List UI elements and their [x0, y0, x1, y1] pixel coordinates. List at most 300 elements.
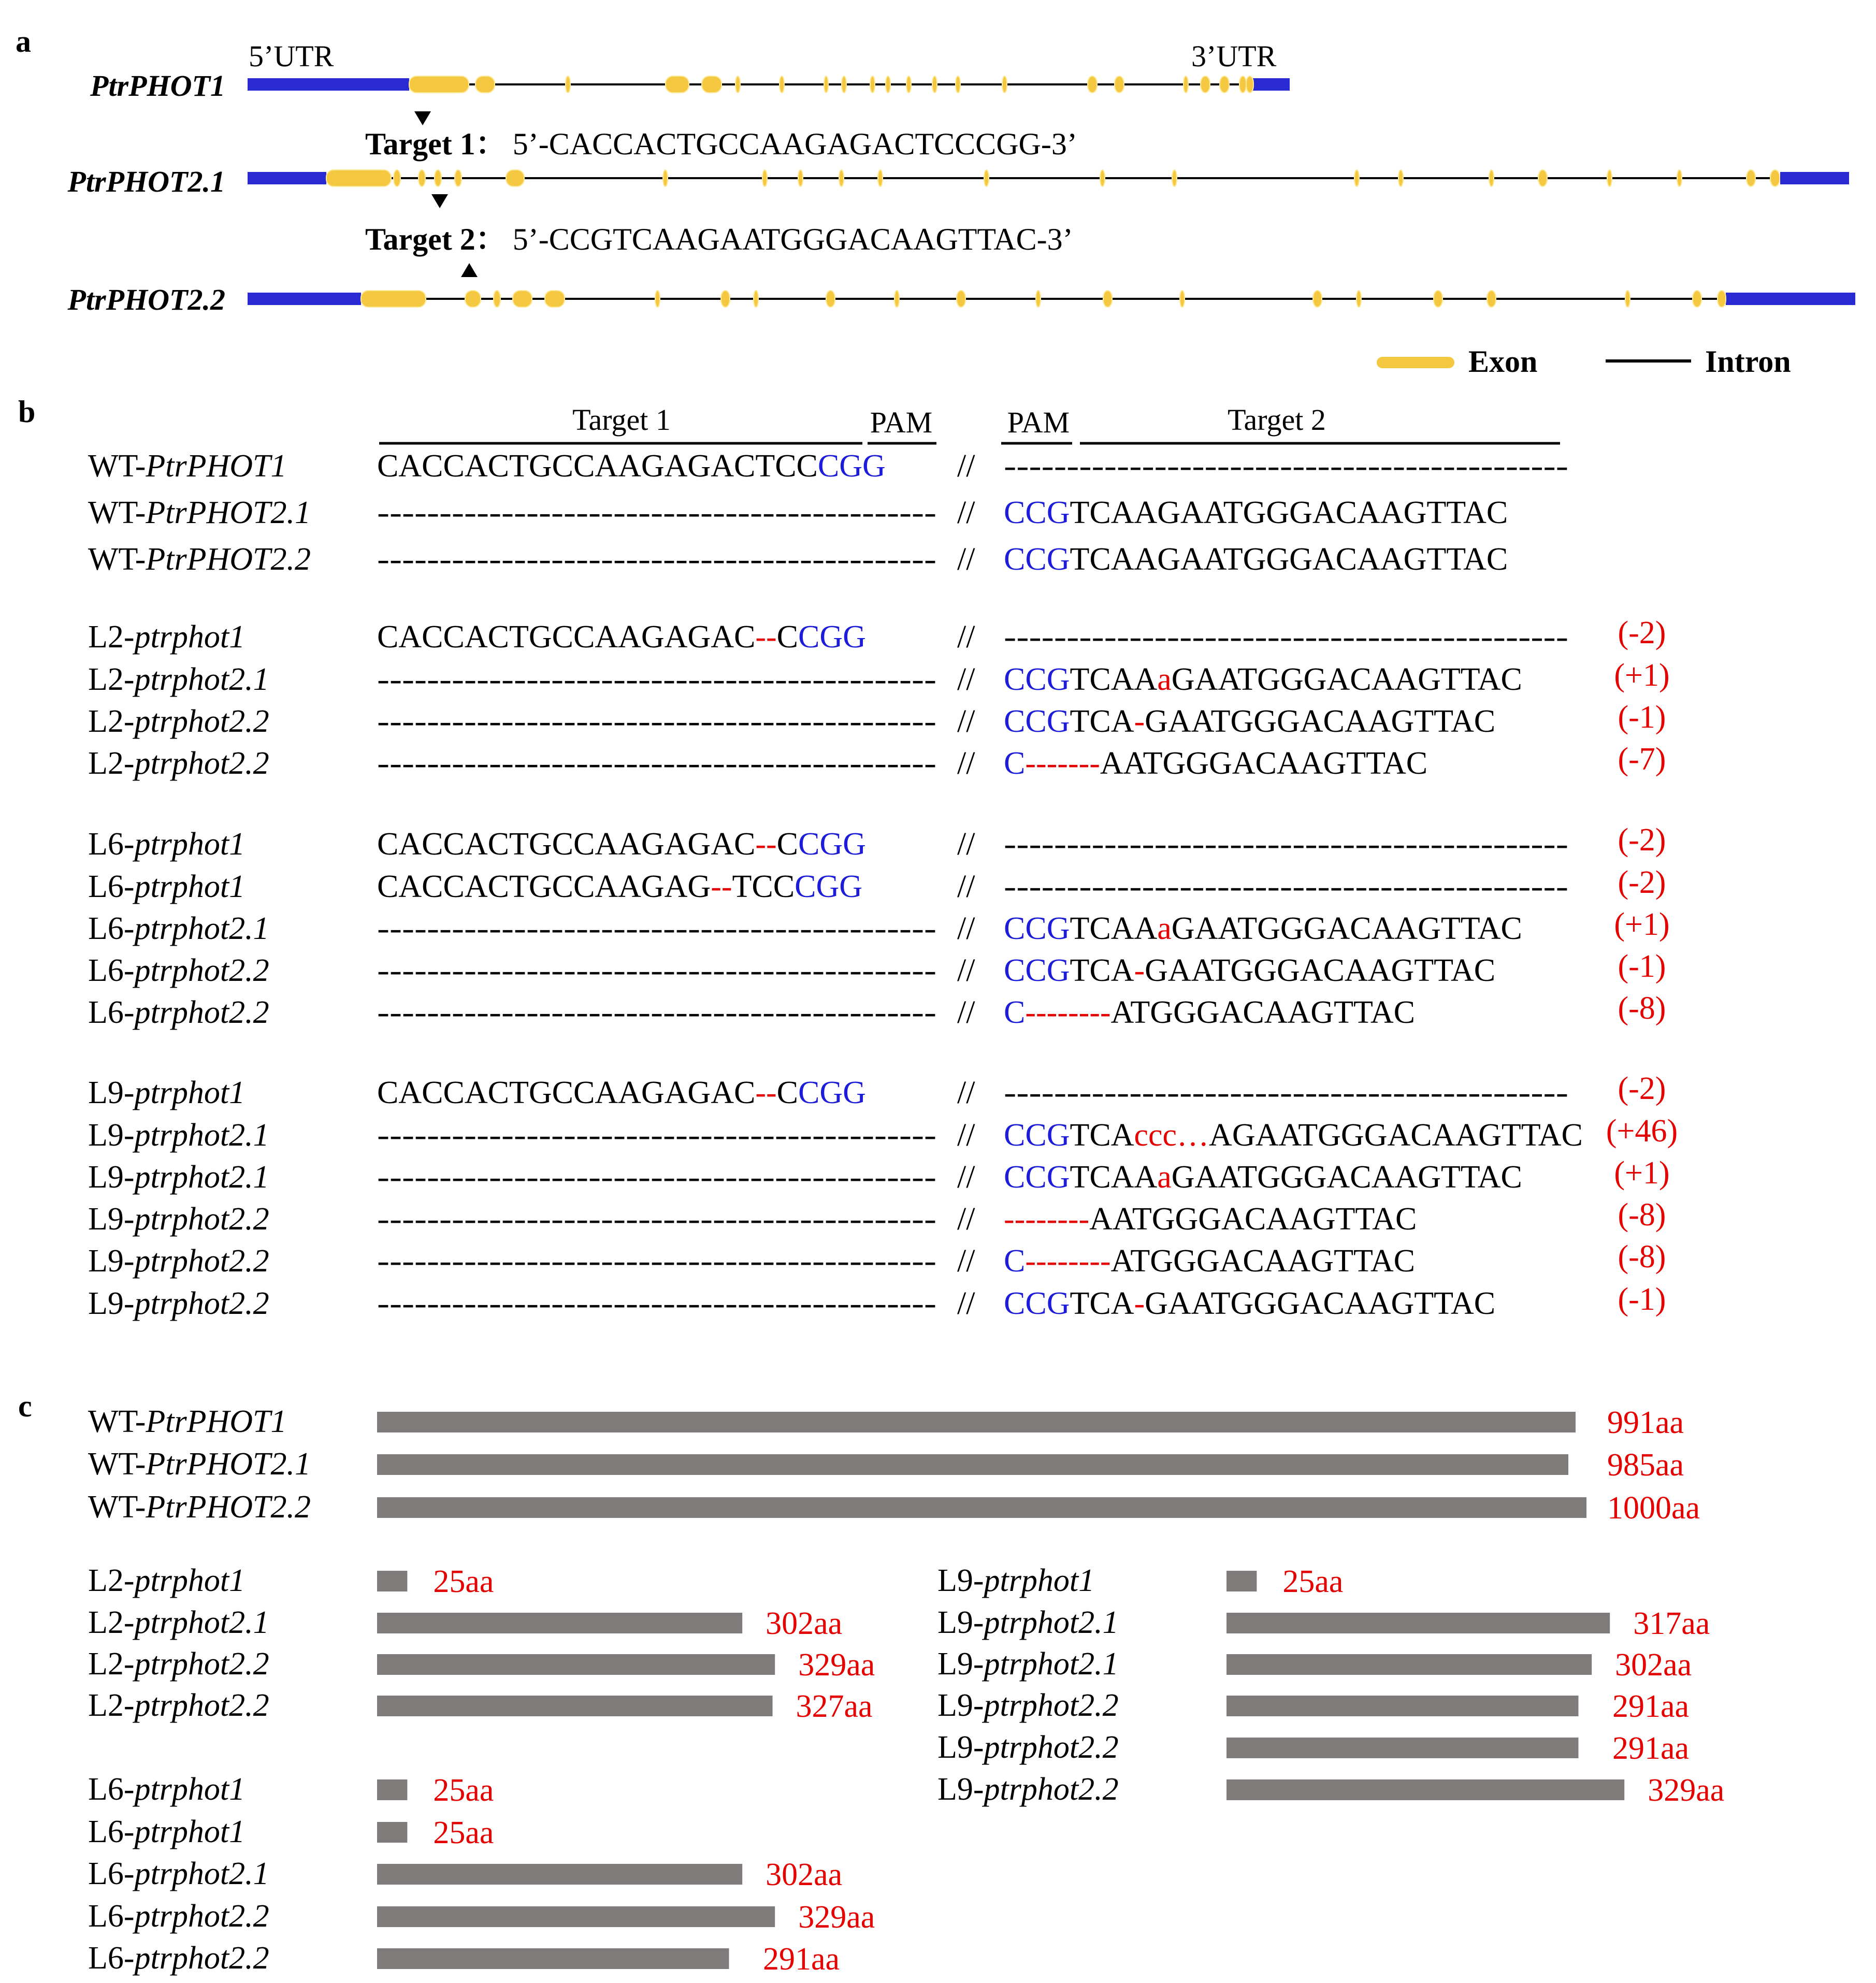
row-label: [88, 1202, 269, 1237]
target1-sequence: [377, 662, 936, 697]
protein-row-label: [937, 1730, 1119, 1765]
row-prefix: L6-: [88, 911, 135, 946]
row-prefix: L9-: [88, 1202, 135, 1237]
row-prefix: WT-: [88, 1404, 146, 1439]
utr5-block: [248, 172, 326, 184]
exon-block: [956, 76, 960, 93]
protein-length-value: 291aa: [1612, 1731, 1690, 1766]
exon-block: [878, 170, 883, 186]
protein-row-label: [88, 1646, 269, 1682]
pam-seq: C: [1004, 995, 1026, 1030]
mutation-seq: --: [755, 1075, 777, 1110]
row-prefix: WT-: [88, 495, 146, 530]
sequence-part: GAATGGGACAAGTTAC: [1171, 911, 1522, 946]
exon-block: [419, 170, 425, 186]
break-separator: //: [957, 1160, 975, 1195]
mutation-seq: --------: [1025, 1243, 1111, 1279]
protein-length-bar: [377, 1613, 742, 1633]
exon-block: [1538, 170, 1547, 186]
mutation-seq: --------: [1025, 995, 1111, 1030]
row-label: [88, 911, 269, 946]
protein-row-label: [88, 1856, 269, 1891]
row-prefix: L2-: [88, 704, 135, 739]
row-label: [88, 704, 269, 739]
placeholder-dashes: ---------------------------------------------: [377, 995, 936, 1030]
exon-block: [494, 291, 500, 307]
exon-block: [1220, 76, 1229, 93]
indel-size: (-2): [1618, 615, 1666, 650]
row-gene: ptrphot2.2: [984, 1688, 1119, 1723]
header-target1: Target 1: [572, 403, 671, 437]
target1-sequence: [377, 448, 886, 484]
target1-sequence: [377, 1160, 936, 1195]
row-prefix: L6-: [88, 953, 135, 988]
sequence-part: AATGGGACAAGTTAC: [1089, 1202, 1417, 1237]
mutation-seq: -------: [1025, 746, 1100, 781]
protein-row-label: [88, 1899, 269, 1934]
exon-block: [721, 291, 730, 307]
indel-size: (-2): [1618, 822, 1666, 858]
row-prefix: L6-: [88, 1856, 135, 1891]
exon-block: [1718, 291, 1726, 307]
protein-length-value: 985aa: [1607, 1448, 1684, 1483]
exon-block: [1398, 170, 1403, 186]
utr3-block: [1251, 78, 1290, 91]
row-gene: ptrphot2.2: [134, 953, 269, 988]
sequence-part: TCA: [1070, 953, 1134, 988]
placeholder-dashes: ---------------------------------------------: [377, 911, 936, 946]
target2-sequence: [1004, 1243, 1415, 1279]
protein-length-value: 329aa: [798, 1900, 875, 1935]
protein-row-label: [937, 1772, 1119, 1807]
target1-line: [365, 127, 1077, 161]
gene-model-phot1: [248, 76, 1290, 93]
indel-size: (-1): [1618, 1282, 1666, 1317]
protein-length-bar: [377, 1822, 407, 1843]
exon-block: [735, 76, 740, 93]
indel-size: (+1): [1614, 1155, 1670, 1191]
sequence-part: CACCACTGCCAAGAG: [377, 869, 711, 904]
row-gene: PtrPHOT2.1: [146, 495, 311, 530]
break-separator: //: [957, 746, 975, 781]
gene-label-phot2-1: PtrPHOT2.1: [67, 165, 225, 198]
protein-length-value: 302aa: [766, 1857, 843, 1892]
protein-length-value: 302aa: [1615, 1647, 1692, 1683]
row-gene: ptrphot1: [134, 827, 246, 862]
exon-block: [824, 76, 828, 93]
exon-block: [455, 170, 461, 186]
header-pam2: PAM: [1007, 406, 1070, 439]
gene-label-phot2-2: PtrPHOT2.2: [67, 283, 225, 316]
exon-block: [798, 170, 803, 186]
exon-block: [826, 291, 835, 307]
protein-length-value: 1000aa: [1607, 1490, 1700, 1526]
pam-seq: C: [1004, 746, 1026, 781]
header-pam1: PAM: [870, 406, 933, 439]
pam-seq: CCG: [1004, 1118, 1070, 1153]
break-separator: //: [957, 542, 975, 577]
protein-length-value: 25aa: [433, 1773, 494, 1808]
row-gene: ptrphot2.2: [134, 704, 269, 739]
placeholder-dashes: ---------------------------------------------: [377, 495, 936, 530]
panel-a-letter: a: [16, 24, 31, 59]
row-prefix: L6-: [88, 869, 135, 904]
utr5-block: [248, 293, 361, 305]
target1-sequence: [377, 911, 936, 946]
row-gene: ptrphot1: [984, 1563, 1095, 1598]
protein-length-value: 25aa: [433, 1815, 494, 1850]
utr3-label: 3’UTR: [1191, 39, 1277, 73]
target2-line: [365, 222, 1073, 256]
placeholder-dashes: ---------------------------------------------: [1004, 448, 1568, 484]
exon-block: [1434, 291, 1442, 307]
protein-length-bar: [377, 1948, 729, 1969]
placeholder-dashes: ---------------------------------------------: [377, 1286, 936, 1321]
protein-row-label: [88, 1814, 245, 1849]
protein-length-bar: [1226, 1738, 1578, 1758]
break-separator: //: [957, 1286, 975, 1321]
pam-seq: CCG: [1004, 662, 1070, 697]
protein-length-value: 329aa: [1648, 1773, 1725, 1808]
row-prefix: L9-: [88, 1286, 135, 1321]
row-prefix: L2-: [88, 746, 135, 781]
target2-label: Target 2：: [365, 222, 507, 256]
row-gene: ptrphot2.1: [984, 1605, 1119, 1640]
row-label: [88, 869, 245, 904]
target2-sequence: [1004, 1202, 1417, 1237]
gene-model-phot2-2: [248, 291, 1855, 307]
row-prefix: L9-: [937, 1688, 984, 1723]
protein-length-bar: [377, 1654, 775, 1675]
row-label: [88, 662, 269, 697]
protein-length-bar: [377, 1779, 407, 1800]
sequence-part: TCA: [1070, 1118, 1134, 1153]
placeholder-dashes: ---------------------------------------------: [377, 746, 936, 781]
row-label: [88, 619, 245, 655]
row-gene: ptrphot2.2: [984, 1772, 1119, 1807]
pam-seq: CCG: [1004, 911, 1070, 946]
exon-block: [1172, 170, 1177, 186]
sequence-part: AATGGGACAAGTTAC: [1100, 746, 1428, 781]
row-label: [88, 1075, 245, 1110]
mutation-seq: -: [1134, 704, 1145, 739]
row-gene: PtrPHOT2.2: [146, 1489, 311, 1525]
pam-seq: CGG: [798, 1075, 866, 1110]
row-prefix: L9-: [88, 1118, 135, 1153]
protein-length-value: 327aa: [796, 1689, 873, 1724]
target2-marker-arrow-down: [431, 194, 448, 208]
row-label: [88, 542, 311, 577]
protein-row-label: [937, 1605, 1119, 1640]
row-prefix: L9-: [88, 1160, 135, 1195]
protein-length-bar: [1226, 1613, 1610, 1633]
exon-block: [409, 76, 469, 93]
sequence-part: TCC: [732, 869, 795, 904]
target2-sequence: [1004, 995, 1415, 1030]
utr3-block: [1780, 172, 1849, 184]
row-gene: PtrPHOT1: [146, 448, 287, 484]
panel-c: [18, 1389, 1724, 1977]
placeholder-dashes: ---------------------------------------------: [377, 1202, 936, 1237]
exon-block: [1489, 170, 1494, 186]
mutation-seq: --------: [1004, 1202, 1090, 1237]
target2-sequence: [1004, 704, 1495, 739]
target1-sequence: [377, 495, 936, 530]
row-gene: ptrphot2.2: [984, 1730, 1119, 1765]
protein-length-value: 25aa: [1282, 1564, 1344, 1599]
row-gene: ptrphot2.1: [134, 911, 269, 946]
sequence-part: CACCACTGCCAAGAGAC: [377, 619, 756, 655]
exon-block: [754, 291, 758, 307]
exon-block: [1201, 76, 1210, 93]
row-label: [88, 1286, 269, 1321]
target2-sequence: [1004, 1075, 1568, 1110]
row-label: [88, 746, 269, 781]
row-prefix: L6-: [88, 1814, 135, 1849]
row-prefix: L6-: [88, 1899, 135, 1934]
break-separator: //: [957, 869, 975, 904]
break-separator: //: [957, 662, 975, 697]
target1-sequence: [377, 542, 936, 577]
exon-block: [506, 170, 524, 186]
row-gene: ptrphot2.2: [134, 1202, 269, 1237]
sequence-part: GAATGGGACAAGTTAC: [1145, 1286, 1496, 1321]
row-gene: ptrphot2.1: [134, 1118, 269, 1153]
protein-length-bar: [1226, 1571, 1257, 1591]
target2-marker-arrow-up: [461, 263, 478, 277]
indel-size: (-2): [1618, 1071, 1666, 1106]
break-separator: //: [957, 911, 975, 946]
row-gene: ptrphot1: [134, 1075, 246, 1110]
row-gene: PtrPHOT1: [146, 1404, 287, 1439]
placeholder-dashes: ---------------------------------------------: [1004, 827, 1568, 862]
exon-block: [394, 170, 400, 186]
utr3-block: [1726, 293, 1855, 305]
indel-size: (-8): [1618, 991, 1666, 1026]
exon-block: [894, 291, 899, 307]
placeholder-dashes: ---------------------------------------------: [377, 704, 936, 739]
panel-b-letter: b: [18, 395, 36, 429]
exon-block: [1184, 76, 1188, 93]
protein-length-bar: [377, 1497, 1586, 1518]
protein-length-value: 291aa: [1612, 1689, 1690, 1724]
exon-block: [475, 76, 495, 93]
break-separator: //: [957, 1118, 975, 1153]
row-prefix: L6-: [88, 1941, 135, 1976]
row-gene: PtrPHOT2.2: [146, 542, 311, 577]
row-gene: PtrPHOT2.1: [146, 1446, 311, 1482]
exon-block: [702, 76, 721, 93]
protein-row-label: [937, 1646, 1119, 1682]
exon-block: [655, 291, 660, 307]
row-label: [88, 448, 287, 484]
exon-block: [1103, 291, 1112, 307]
row-label: [88, 1160, 269, 1195]
mutation-seq: a: [1157, 911, 1172, 946]
row-gene: ptrphot2.1: [134, 1160, 269, 1195]
target2-sequence: [1004, 542, 1508, 577]
pam-seq: CGG: [795, 869, 862, 904]
break-separator: //: [957, 953, 975, 988]
mutation-seq: -: [1134, 953, 1145, 988]
mutation-seq: --: [755, 827, 777, 862]
protein-length-bar: [1226, 1696, 1578, 1716]
row-prefix: L9-: [937, 1605, 984, 1640]
panel-c-letter: c: [18, 1389, 32, 1423]
row-prefix: L2-: [88, 1563, 135, 1598]
target1-sequence: [377, 1202, 936, 1237]
exon-block: [1088, 76, 1097, 93]
break-separator: //: [957, 704, 975, 739]
pam-seq: CGG: [798, 619, 866, 655]
row-gene: ptrphot1: [134, 1563, 246, 1598]
protein-length-bar: [377, 1571, 407, 1591]
sequence-part: TCAA: [1070, 911, 1158, 946]
mutation-seq: --: [755, 619, 777, 655]
row-gene: ptrphot2.2: [134, 746, 269, 781]
row-label: [88, 953, 269, 988]
indel-size: (+1): [1614, 658, 1670, 693]
exon-block: [566, 76, 570, 93]
target2-sequence: [1004, 911, 1522, 946]
placeholder-dashes: ---------------------------------------------: [1004, 869, 1568, 904]
mutation-seq: ccc…: [1134, 1118, 1209, 1153]
row-label: [88, 495, 311, 530]
exon-block: [1036, 291, 1041, 307]
exon-block: [842, 76, 846, 93]
exon-block: [957, 291, 965, 307]
sequence-part: TCAA: [1070, 1160, 1158, 1195]
legend-intron-label: Intron: [1705, 344, 1791, 379]
row-prefix: L9-: [88, 1075, 135, 1110]
target2-sequence: [1004, 662, 1522, 697]
row-gene: ptrphot1: [134, 619, 246, 655]
sequence-part: TCAAGAATGGGACAAGTTAC: [1070, 542, 1508, 577]
row-gene: ptrphot2.2: [134, 1941, 269, 1976]
row-gene: ptrphot1: [134, 869, 246, 904]
protein-row-label: [88, 1446, 311, 1482]
row-prefix: L2-: [88, 1605, 135, 1640]
pam-seq: CCG: [1004, 1286, 1070, 1321]
placeholder-dashes: ---------------------------------------------: [377, 662, 936, 697]
protein-row-label: [937, 1563, 1094, 1598]
row-gene: ptrphot2.1: [134, 1605, 269, 1640]
protein-length-value: 317aa: [1633, 1606, 1710, 1641]
row-prefix: WT-: [88, 448, 146, 484]
protein-length-bar: [1226, 1779, 1624, 1800]
sequence-part: TCA: [1070, 1286, 1134, 1321]
exon-block: [1747, 170, 1755, 186]
target1-marker-arrow: [414, 111, 431, 125]
exon-block: [870, 76, 875, 93]
pam-seq: CCG: [1004, 704, 1070, 739]
placeholder-dashes: ---------------------------------------------: [377, 1118, 936, 1153]
protein-length-bar: [377, 1906, 775, 1927]
sequence-part: C: [776, 619, 798, 655]
placeholder-dashes: ---------------------------------------------: [377, 1243, 936, 1279]
row-prefix: L9-: [937, 1646, 984, 1682]
pam-seq: CGG: [817, 448, 886, 484]
protein-length-value: 329aa: [798, 1647, 875, 1683]
sequence-part: C: [776, 1075, 798, 1110]
target2-sequence: [1004, 869, 1568, 904]
row-gene: ptrphot2.2: [134, 1688, 269, 1723]
sequence-part: GAATGGGACAAGTTAC: [1171, 1160, 1522, 1195]
sequence-part: AGAATGGGACAAGTTAC: [1209, 1118, 1583, 1153]
target1-sequence: [377, 619, 866, 655]
legend-exon-label: Exon: [1468, 344, 1538, 379]
row-gene: ptrphot2.1: [134, 662, 269, 697]
indel-size: (-8): [1618, 1239, 1666, 1275]
exon-block: [1607, 170, 1612, 186]
break-separator: //: [957, 495, 975, 530]
exon-block: [1677, 170, 1682, 186]
protein-length-value: 302aa: [766, 1606, 843, 1641]
pam-seq: C: [1004, 1243, 1026, 1279]
sequence-part: GAATGGGACAAGTTAC: [1171, 662, 1522, 697]
protein-length-bar: [377, 1864, 742, 1885]
exon-block: [1313, 291, 1322, 307]
row-prefix: L6-: [88, 1772, 135, 1807]
structure-legend: [1377, 344, 1791, 379]
protein-length-bar: [377, 1696, 773, 1716]
row-prefix: L9-: [88, 1243, 135, 1279]
exon-block: [1770, 170, 1780, 186]
break-separator: //: [957, 619, 975, 655]
exon-block: [1487, 291, 1496, 307]
mutation-seq: a: [1157, 1160, 1172, 1195]
row-prefix: WT-: [88, 1446, 146, 1482]
sequence-part: TCA: [1070, 704, 1134, 739]
sequence-part: C: [776, 827, 798, 862]
sequence-part: GAATGGGACAAGTTAC: [1145, 704, 1496, 739]
exon-block: [545, 291, 565, 307]
indel-size: (-1): [1618, 949, 1666, 984]
row-prefix: L6-: [88, 827, 135, 862]
exon-block: [1239, 76, 1246, 93]
exon-block: [513, 291, 532, 307]
exon-block: [780, 76, 784, 93]
sequence-part: CACCACTGCCAAGAGAC: [377, 827, 756, 862]
pam-seq: CCG: [1004, 1160, 1070, 1195]
protein-length-value: 991aa: [1607, 1405, 1684, 1440]
pam-seq: CCG: [1004, 542, 1070, 577]
protein-length-value: 291aa: [763, 1942, 840, 1977]
break-separator: //: [957, 448, 975, 484]
sequence-part: GAATGGGACAAGTTAC: [1145, 953, 1496, 988]
placeholder-dashes: ---------------------------------------------: [377, 1160, 936, 1195]
exon-block: [1693, 291, 1701, 307]
target1-sequence: [377, 827, 866, 862]
break-separator: //: [957, 995, 975, 1030]
indel-size: (-1): [1618, 700, 1666, 735]
target2-sequence: [1004, 827, 1568, 862]
target1-sequence: [377, 953, 936, 988]
indel-size: (-2): [1618, 865, 1666, 900]
row-prefix: L6-: [88, 995, 135, 1030]
row-label: [88, 827, 245, 862]
target1-sequence: [377, 1286, 936, 1321]
sequence-part: TCAA: [1070, 662, 1158, 697]
utr5-block: [248, 78, 409, 91]
row-gene: ptrphot1: [134, 1814, 246, 1849]
exon-block: [1354, 170, 1359, 186]
row-prefix: L2-: [88, 662, 135, 697]
placeholder-dashes: ---------------------------------------------: [1004, 619, 1568, 655]
row-gene: ptrphot2.1: [134, 1856, 269, 1891]
placeholder-dashes: ---------------------------------------------: [377, 953, 936, 988]
exon-block: [906, 76, 911, 93]
